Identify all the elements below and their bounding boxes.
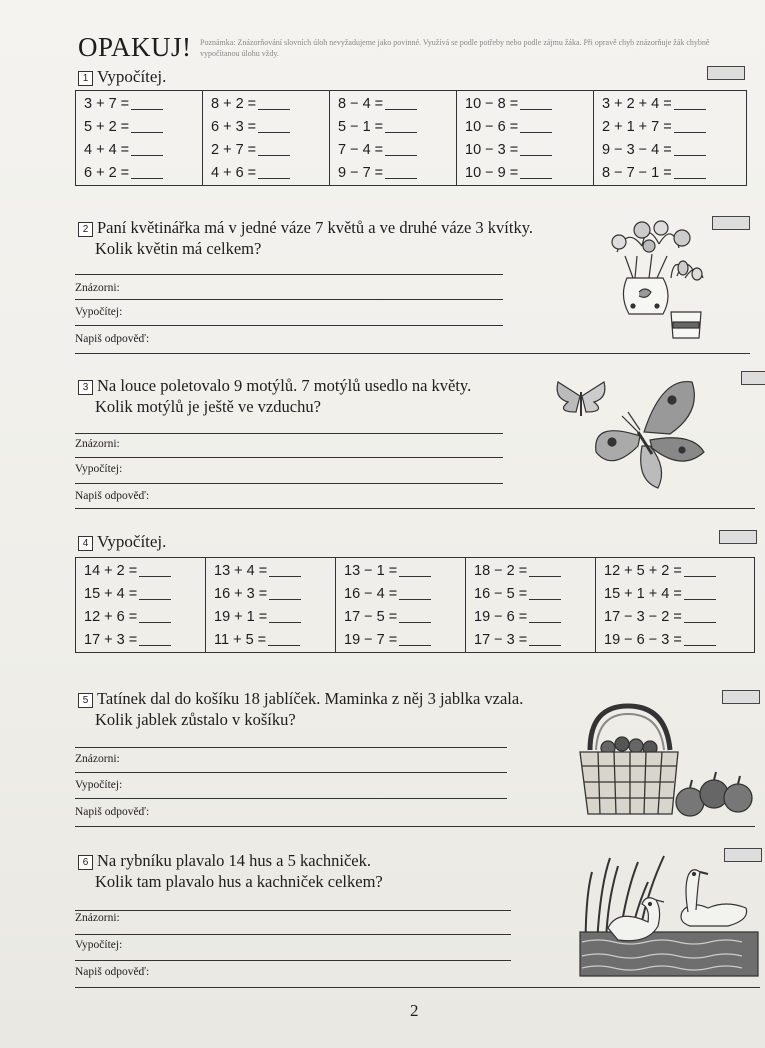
task5-draw-label: Znázorni: [75, 753, 120, 765]
task3-line1: Na louce poletovalo 9 motýlů. 7 motýlů usedlo na květy. [97, 376, 472, 395]
answer-blank[interactable] [258, 141, 290, 156]
task5-answer-label: Napiš odpověď: [75, 806, 150, 818]
equation: 15 + 4 = [84, 583, 197, 606]
task6-answer-line[interactable] [75, 987, 760, 988]
task2-answer-line[interactable] [75, 353, 750, 354]
task2-text [78, 217, 618, 259]
equation: 16 + 3 = [214, 583, 327, 606]
task1-table [75, 90, 747, 186]
equation: 19 + 1 = [214, 606, 327, 629]
answer-blank[interactable] [399, 585, 431, 600]
teacher-note: Poznámka: Znázorňování slovních úloh nevyžadujeme jako povinné. Využívá se podle potřeby nebo podle zájmu žáka. Při opravě chyb znázorňuje žák chybně vypočítanou úlohu vždy. [200, 38, 710, 58]
task2-calc-line[interactable] [75, 325, 503, 326]
equation: 2 + 1 + 7 = [602, 116, 738, 139]
task6-draw-line[interactable] [75, 934, 511, 935]
task4-col-5 [596, 558, 755, 653]
answer-blank[interactable] [258, 118, 290, 133]
equation: 5 − 1 = [338, 116, 448, 139]
task2-calc-label: Vypočítej: [75, 306, 123, 318]
equation: 15 + 1 + 4 = [604, 583, 746, 606]
equation: 4 + 6 = [211, 162, 321, 185]
answer-blank[interactable] [684, 631, 716, 646]
equation: 13 + 4 = [214, 560, 327, 583]
equation: 12 + 6 = [84, 606, 197, 629]
equation: 11 + 5 = [214, 629, 327, 652]
task6-number: 6 [78, 855, 93, 870]
task2-draw-line[interactable] [75, 299, 503, 300]
equation: 17 − 3 = [474, 629, 587, 652]
answer-blank[interactable] [385, 164, 417, 179]
flower-vases-illustration [597, 216, 709, 344]
answer-blank[interactable] [258, 164, 290, 179]
task2-line1: Paní květinářka má v jedné váze 7 květů a ve druhé váze 3 kvítky. [97, 218, 534, 237]
task4-number: 4 [78, 536, 93, 551]
equation: 17 + 3 = [84, 629, 197, 652]
task4-col-4 [466, 558, 596, 653]
answer-blank[interactable] [385, 141, 417, 156]
task3-draw-line-top [75, 433, 503, 434]
apple-basket-illustration [578, 702, 758, 820]
equation: 7 − 4 = [338, 139, 448, 162]
answer-blank[interactable] [529, 585, 561, 600]
answer-blank[interactable] [268, 631, 300, 646]
task5-calc-label: Vypočítej: [75, 779, 123, 791]
equation: 5 + 2 = [84, 116, 194, 139]
equation: 12 + 5 + 2 = [604, 560, 746, 583]
equation: 17 − 5 = [344, 606, 457, 629]
task4-heading [78, 532, 166, 552]
task1-col-1 [76, 91, 203, 186]
task2-draw-line-top [75, 274, 503, 275]
task2-draw-label: Znázorni: [75, 282, 120, 294]
task1-col-2 [203, 91, 330, 186]
answer-blank[interactable] [520, 141, 552, 156]
equation: 14 + 2 = [84, 560, 197, 583]
task1-score-box[interactable] [707, 66, 745, 80]
task4-col-2 [206, 558, 336, 653]
answer-blank[interactable] [269, 585, 301, 600]
task5-calc-line[interactable] [75, 798, 507, 799]
equation: 16 − 5 = [474, 583, 587, 606]
task3-draw-line[interactable] [75, 457, 503, 458]
task5-text [78, 688, 638, 730]
task3-answer-label: Napiš odpověď: [75, 490, 150, 502]
answer-blank[interactable] [674, 118, 706, 133]
equation: 18 − 2 = [474, 560, 587, 583]
task5-answer-line[interactable] [75, 826, 755, 827]
task6-draw-label: Znázorni: [75, 912, 120, 924]
answer-blank[interactable] [399, 631, 431, 646]
task5-draw-line[interactable] [75, 772, 507, 773]
answer-blank[interactable] [385, 95, 417, 110]
answer-blank[interactable] [258, 95, 290, 110]
equation: 8 + 2 = [211, 93, 321, 116]
task2-line2: Kolik květin má celkem? [95, 239, 262, 258]
task6-line2: Kolik tam plavalo hus a kachniček celkem? [95, 872, 383, 891]
answer-blank[interactable] [399, 608, 431, 623]
answer-blank[interactable] [269, 562, 301, 577]
answer-blank[interactable] [269, 608, 301, 623]
answer-blank[interactable] [674, 95, 706, 110]
equation: 17 − 3 − 2 = [604, 606, 746, 629]
equation: 3 + 2 + 4 = [602, 93, 738, 116]
task6-calc-label: Vypočítej: [75, 939, 123, 951]
page-title: OPAKUJ! [78, 32, 192, 62]
task3-answer-line[interactable] [75, 508, 755, 509]
task5-line1: Tatínek dal do košíku 18 jablíček. Maminka z něj 3 jablka vzala. [97, 689, 524, 708]
task4-table [75, 557, 755, 653]
task6-answer-label: Napiš odpověď: [75, 966, 150, 978]
task4-col-1 [76, 558, 206, 653]
answer-blank[interactable] [131, 95, 163, 110]
equation: 16 − 4 = [344, 583, 457, 606]
task3-line2: Kolik motýlů je ještě ve vzduchu? [95, 397, 321, 416]
answer-blank[interactable] [520, 118, 552, 133]
task2-number: 2 [78, 222, 93, 237]
answer-blank[interactable] [131, 118, 163, 133]
task6-line1: Na rybníku plavalo 14 hus a 5 kachniček. [97, 851, 372, 870]
task5-draw-line-top [75, 747, 507, 748]
equation: 19 − 7 = [344, 629, 457, 652]
answer-blank[interactable] [684, 608, 716, 623]
answer-blank[interactable] [131, 164, 163, 179]
answer-blank[interactable] [529, 562, 561, 577]
task3-number: 3 [78, 380, 93, 395]
equation: 9 − 7 = [338, 162, 448, 185]
answer-blank[interactable] [399, 562, 431, 577]
task1-col-3 [330, 91, 457, 186]
answer-blank[interactable] [139, 585, 171, 600]
answer-blank[interactable] [131, 141, 163, 156]
task1-heading [78, 67, 166, 87]
task1-number: 1 [78, 71, 93, 86]
answer-blank[interactable] [674, 164, 706, 179]
task3-text [78, 375, 558, 417]
equation: 3 + 7 = [84, 93, 194, 116]
task3-calc-line[interactable] [75, 483, 503, 484]
equation: 10 − 9 = [465, 162, 585, 185]
equation: 13 − 1 = [344, 560, 457, 583]
answer-blank[interactable] [139, 562, 171, 577]
answer-blank[interactable] [684, 562, 716, 577]
task1-col-5 [594, 91, 747, 186]
pond-geese-illustration [578, 852, 760, 978]
equation: 10 − 6 = [465, 116, 585, 139]
answer-blank[interactable] [139, 608, 171, 623]
equation: 8 − 7 − 1 = [602, 162, 738, 185]
task4-score-box[interactable] [719, 530, 757, 544]
task6-text [78, 850, 558, 892]
equation: 8 − 4 = [338, 93, 448, 116]
equation: 10 − 8 = [465, 93, 585, 116]
task4-col-3 [336, 558, 466, 653]
task3-draw-label: Znázorni: [75, 438, 120, 450]
equation: 9 − 3 − 4 = [602, 139, 738, 162]
task6-draw-line-top [75, 910, 511, 911]
task5-number: 5 [78, 693, 93, 708]
answer-blank[interactable] [520, 164, 552, 179]
equation: 10 − 3 = [465, 139, 585, 162]
answer-blank[interactable] [529, 608, 561, 623]
answer-blank[interactable] [139, 631, 171, 646]
task1-heading-text: Vypočítej. [97, 67, 167, 86]
task3-score-box[interactable] [741, 371, 765, 385]
answer-blank[interactable] [529, 631, 561, 646]
equation: 6 + 3 = [211, 116, 321, 139]
equation: 2 + 7 = [211, 139, 321, 162]
task4-heading-text: Vypočítej. [97, 532, 167, 551]
equation: 19 − 6 − 3 = [604, 629, 746, 652]
answer-blank[interactable] [520, 95, 552, 110]
page-number: 2 [410, 1001, 419, 1020]
equation: 4 + 4 = [84, 139, 194, 162]
butterflies-illustration [552, 372, 712, 492]
equation: 6 + 2 = [84, 162, 194, 185]
answer-blank[interactable] [684, 585, 716, 600]
task2-score-box[interactable] [712, 216, 750, 230]
task3-calc-label: Vypočítej: [75, 463, 123, 475]
answer-blank[interactable] [674, 141, 706, 156]
task2-answer-label: Napiš odpověď: [75, 333, 150, 345]
task5-line2: Kolik jablek zůstalo v košíku? [95, 710, 296, 729]
task1-col-4 [457, 91, 594, 186]
equation: 19 − 6 = [474, 606, 587, 629]
task6-calc-line[interactable] [75, 960, 511, 961]
answer-blank[interactable] [385, 118, 417, 133]
